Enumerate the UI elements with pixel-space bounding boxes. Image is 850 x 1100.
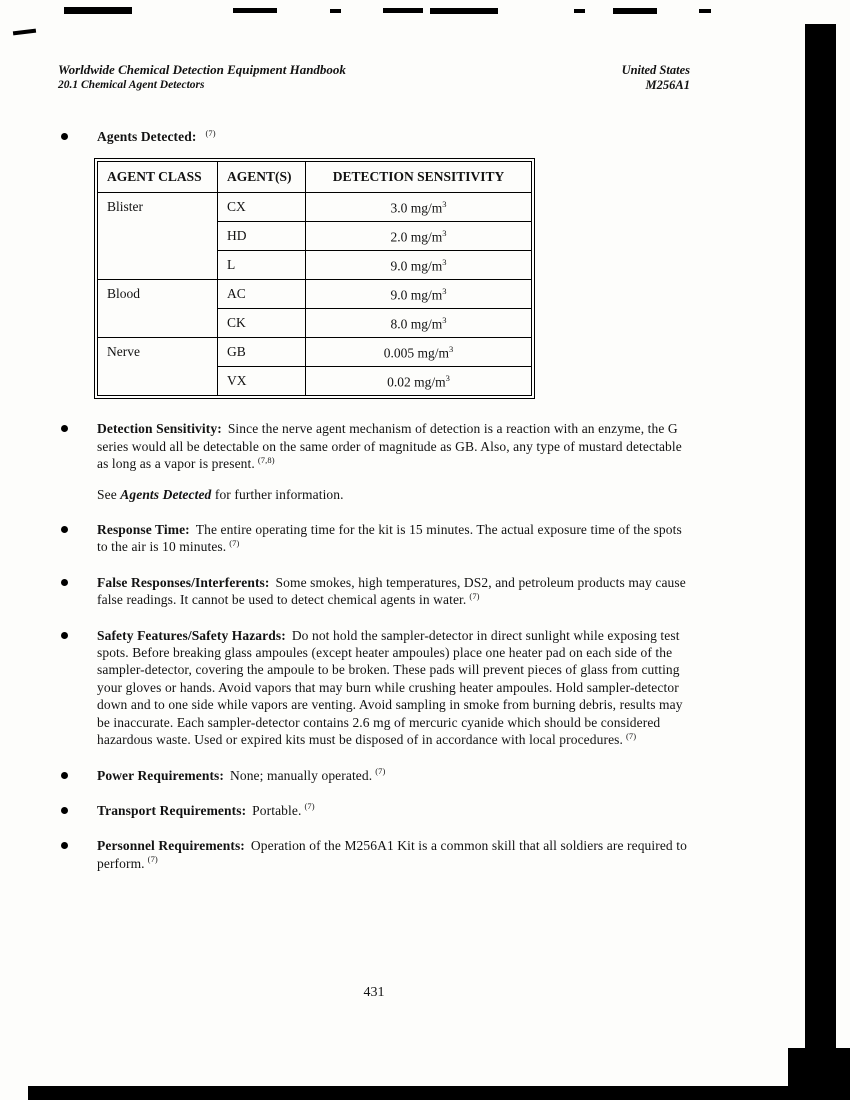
see-suffix: for further information. bbox=[211, 486, 344, 502]
bullet-label: Agents Detected: bbox=[97, 129, 197, 144]
bullet-icon bbox=[61, 807, 68, 814]
bullet-label: Personnel Requirements: bbox=[97, 838, 245, 854]
table-cell-agent: VX bbox=[218, 367, 306, 396]
table-cell-sensitivity bbox=[306, 338, 532, 367]
page-header bbox=[58, 62, 690, 93]
document-body bbox=[58, 128, 690, 872]
footnote-ref: (7) bbox=[205, 127, 216, 138]
bullet-safety bbox=[58, 627, 690, 749]
table-cell-sensitivity bbox=[306, 193, 532, 222]
sensitivity-value: 9.0 mg/m bbox=[390, 287, 443, 303]
bullet-text: Do not hold the sampler-detector in direct sunlight while exposing test spots. Before breaking glass ampoules (except heater ampoules) place one heater pad on each side of the sampler-detector, covering the ampoule to be broken. These pads will prevent pieces of glass from cutting your gloves or hands. Avoid vapors that may burn while crushing heater ampoules. Hold sampler-detector down and to one side while vapors are venting. Avoid sampling in smoke from burning debris, results may be inaccurate. Each sampler-detector contains 2.6 mg of mercuric cyanide which should be considered hazardous waste. Used or expired kits must be disposed of in accordance with local procedures. bbox=[97, 627, 683, 748]
table-cell-agent: L bbox=[218, 251, 306, 280]
footnote-ref: (7) bbox=[469, 590, 480, 601]
table-cell-agent: GB bbox=[218, 338, 306, 367]
scan-mark bbox=[430, 8, 498, 14]
bullet-personnel bbox=[58, 837, 690, 872]
bullet-icon bbox=[61, 632, 68, 639]
bullet-text: The entire operating time for the kit is 15 minutes. The actual exposure time of the spots to the air is 10 minutes. bbox=[97, 522, 682, 555]
paragraph bbox=[97, 837, 690, 872]
sensitivity-value: 9.0 mg/m bbox=[390, 258, 443, 274]
bullet-text: None; manually operated. bbox=[230, 767, 373, 783]
scan-mark bbox=[330, 9, 341, 13]
bullet-false-responses bbox=[58, 574, 690, 609]
scan-bar-right bbox=[805, 24, 836, 1050]
sensitivity-value: 8.0 mg/m bbox=[390, 316, 443, 332]
table-header-row bbox=[98, 162, 532, 193]
table-cell-sensitivity bbox=[306, 251, 532, 280]
scan-block-bottom-right bbox=[788, 1048, 850, 1088]
agents-table bbox=[94, 158, 535, 399]
table-cell-sensitivity bbox=[306, 309, 532, 338]
paragraph bbox=[97, 574, 690, 609]
table-header-sensitivity: DETECTION SENSITIVITY bbox=[306, 162, 532, 193]
paragraph bbox=[97, 802, 690, 819]
bullet-text: Since the nerve agent mechanism of detection is a reaction with an enzyme, the G series would all be detectable on the same order of magnitude as GB. Also, any type of mustard detectable as long as a vapor is present. bbox=[97, 421, 682, 472]
see-prefix: See bbox=[97, 486, 121, 502]
see-reference bbox=[97, 486, 690, 503]
page-number: 431 bbox=[363, 985, 385, 1000]
table-cell-sensitivity bbox=[306, 367, 532, 396]
bullet-icon bbox=[61, 425, 68, 432]
bullet-text: Operation of the M256A1 Kit is a common skill that all soldiers are required to perform. bbox=[97, 838, 687, 871]
table-cell-agent: AC bbox=[218, 280, 306, 309]
sensitivity-exponent: 3 bbox=[442, 314, 447, 325]
table-cell-sensitivity bbox=[306, 280, 532, 309]
sensitivity-value: 0.005 mg/m bbox=[383, 345, 449, 361]
scan-mark bbox=[699, 9, 711, 13]
sensitivity-exponent: 3 bbox=[449, 343, 454, 354]
table-header-agents: AGENT(S) bbox=[218, 162, 306, 193]
sensitivity-exponent: 3 bbox=[442, 256, 447, 267]
scan-bar-bottom bbox=[28, 1086, 850, 1100]
sensitivity-exponent: 3 bbox=[442, 198, 447, 209]
bullet-icon bbox=[61, 579, 68, 586]
agents-table-grid bbox=[97, 161, 532, 396]
bullet-icon bbox=[61, 842, 68, 849]
scan-mark bbox=[13, 29, 36, 36]
table-cell-agent-class: Blood bbox=[98, 280, 218, 338]
scan-mark bbox=[613, 8, 657, 14]
bullet-power bbox=[58, 767, 690, 784]
table-cell-sensitivity bbox=[306, 222, 532, 251]
paragraph bbox=[97, 767, 690, 784]
bullet-transport bbox=[58, 802, 690, 819]
paragraph bbox=[97, 627, 690, 749]
footnote-ref: (7) bbox=[626, 730, 637, 741]
table-cell-agent: CX bbox=[218, 193, 306, 222]
bullet-label: Response Time: bbox=[97, 522, 190, 538]
header-right bbox=[622, 62, 690, 93]
sensitivity-exponent: 3 bbox=[442, 285, 447, 296]
table-row bbox=[98, 280, 532, 309]
table-cell-agent: CK bbox=[218, 309, 306, 338]
handbook-title: Worldwide Chemical Detection Equipment Handbook bbox=[58, 62, 346, 77]
table-cell-agent-class: Nerve bbox=[98, 338, 218, 396]
footnote-ref: (7) bbox=[147, 854, 158, 865]
bullet-icon bbox=[61, 133, 68, 140]
sensitivity-exponent: 3 bbox=[445, 372, 450, 383]
bullet-label: Safety Features/Safety Hazards: bbox=[97, 627, 286, 643]
section-title: 20.1 Chemical Agent Detectors bbox=[58, 79, 205, 91]
footnote-ref: (7) bbox=[304, 801, 315, 812]
see-term: Agents Detected bbox=[120, 486, 212, 502]
bullet-detection-sensitivity bbox=[58, 420, 690, 503]
bullet-label: Power Requirements: bbox=[97, 767, 224, 783]
scan-mark bbox=[233, 8, 277, 13]
sensitivity-value: 3.0 mg/m bbox=[390, 200, 443, 216]
header-left bbox=[58, 62, 346, 93]
paragraph bbox=[97, 420, 690, 472]
table-header-agent-class: AGENT CLASS bbox=[98, 162, 218, 193]
table-cell-agent-class: Blister bbox=[98, 193, 218, 280]
table-row bbox=[98, 193, 532, 222]
sensitivity-value: 2.0 mg/m bbox=[390, 229, 443, 245]
footnote-ref: (7,8) bbox=[257, 454, 275, 465]
footnote-ref: (7) bbox=[229, 537, 240, 548]
bullet-agents-detected bbox=[58, 128, 690, 145]
country-label: United States bbox=[621, 63, 690, 77]
bullet-label: False Responses/Interferents: bbox=[97, 574, 270, 590]
bullet-text: Portable. bbox=[252, 802, 302, 818]
paragraph bbox=[97, 521, 690, 556]
scan-mark bbox=[574, 9, 585, 13]
bullet-label: Detection Sensitivity: bbox=[97, 421, 222, 437]
scan-mark bbox=[383, 8, 423, 13]
bullet-icon bbox=[61, 772, 68, 779]
table-row bbox=[98, 338, 532, 367]
sensitivity-value: 0.02 mg/m bbox=[387, 374, 446, 390]
bullet-text: Some smokes, high temperatures, DS2, and petroleum products may cause false readings. It cannot be used to detect chemical agents in water. bbox=[97, 574, 686, 608]
scan-mark bbox=[64, 7, 132, 14]
footnote-ref: (7) bbox=[375, 766, 386, 776]
bullet-response-time bbox=[58, 521, 690, 556]
model-label: M256A1 bbox=[645, 78, 690, 92]
bullet-icon bbox=[61, 526, 68, 533]
table-cell-agent: HD bbox=[218, 222, 306, 251]
sensitivity-exponent: 3 bbox=[442, 227, 447, 238]
bullet-label: Transport Requirements: bbox=[97, 802, 247, 818]
